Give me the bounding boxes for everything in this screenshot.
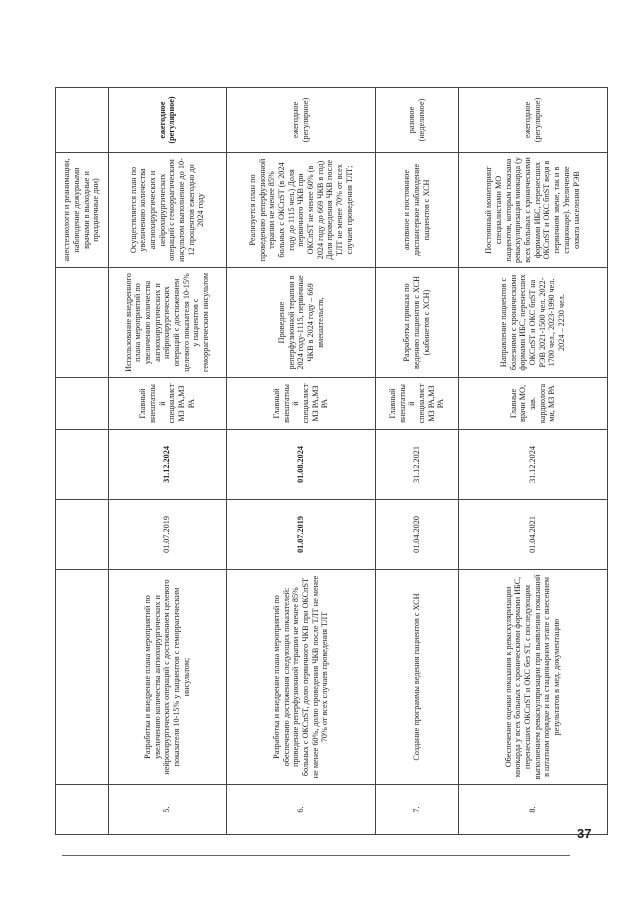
cell-empty: [56, 378, 109, 430]
cell-num: 7.: [376, 785, 458, 835]
cell-end: 31.12.2024: [108, 430, 226, 500]
cell-frequency: ежегодное (регулярное): [108, 88, 226, 153]
cell-start: 01.07.2019: [226, 500, 375, 570]
cell-frequency: ежегодное (регулярное): [226, 88, 375, 153]
cell-num: 5.: [108, 785, 226, 835]
cell-responsible: Главный внештатный специалист МЗ РА,МЗ РА: [108, 378, 226, 430]
cell-result: Использование внедренного плана мероприятий по увеличению количества ангиохирургических и нейрохирургических операций с достижением целевого показателя 10-15% у пациентов с геморрагическим инсультом: [108, 268, 226, 378]
cell-responsible: Главные врачи МО, зав. кардиологами, МЗ РА: [458, 378, 607, 430]
table-row: [226, 88, 375, 835]
plan-table: [55, 87, 608, 835]
cell-end: 31.12.2024: [458, 430, 607, 500]
cell-status: Осуществляется план по увеличению количества ангиохирургических и нейрохирургических операций с геморрагическим инсультом выполнение до 10-12 процентов ежегодно до 2024 году: [108, 153, 226, 268]
cell-task: Разработка и внедрение плана мероприятий по обеспечению достижения следующих показателей: проведение реперфузионной терапии не менее 85% больных с ОКСпST, долю первичного ЧКВ при ОКСпST не менее 60%, долю проведения ЧКВ после ТЛТ не менее 70% от всех случаев проведения ТЛТ: [226, 570, 375, 785]
cell-responsible: Главный внештатный специалист МЗ РА,МЗ РА: [226, 378, 375, 430]
cell-frequency: ежегодное (регулярное): [458, 88, 607, 153]
cell-frequency: разовое (неделимое): [376, 88, 458, 153]
cell-start: 01.04.2020: [376, 500, 458, 570]
cell-empty: [56, 88, 109, 153]
cell-end: 01.08.2024: [226, 430, 375, 500]
cell-status: Постоянный мониторинг специалистами МО пациентов, которым показана реваскуляризация миокарда (у всех больных с хроническими формами ИБС, перенесших ОКСпST и ОКС бпST ведя в первичном звене, так и в стационаре). Увеличение охвата населения РЭВ: [458, 153, 607, 268]
cell-num: 8.: [458, 785, 607, 835]
cell-status: активное и постоянное диспансерное наблюдение пациентов с ХСН: [376, 153, 458, 268]
cell-empty: [56, 430, 109, 500]
page-number: 37: [577, 826, 592, 841]
cell-start: 01.07.2019: [108, 500, 226, 570]
cell-empty: [56, 268, 109, 378]
cell-result: Направление пациентов с болезнями с хроническими формами ИБС, перенесших ОКСпST и ОКС бпST на РЭВ 2021-1500 чел. 2022-1700 чел., 2023-1990 чел. 2024 – 2230 чел.: [458, 268, 607, 378]
rotated-table-container: [55, 88, 608, 835]
cell-end: 31.12.2021: [376, 430, 458, 500]
cell-empty: [56, 570, 109, 785]
table-row: [376, 88, 458, 835]
cell-status: Реализуется план по проведению реперфузионной терапии не менее 85% больных с ОКСпST (в 2024 году до 1115 чел.) Доля первичного ЧКВ при ОКСпST не менее 60% (в 2024 году до 669 ЧКВ в год) Доля проведения ЧКВ после ТЛТ не менее 70% от всех случаев проведения ТЛТ;: [226, 153, 375, 268]
cell-responsible: Главный внештатный специалист МЗ РА,МЗ РА: [376, 378, 458, 430]
cell-task: Обеспечение оценки показания к реваскуляризации миокарда у всех больных с хроническими формами ИБС, перенесших ОКСпST и ОКС без ST, с последующим выполнением реваскуляризации при выявлении показаний в штатном порядке и на стационарном этапе с внесением результатов в мед. документацию: [458, 570, 607, 785]
cell-task: Создание программы ведения пациентов с ХСН: [376, 570, 458, 785]
table-row-top: [56, 88, 109, 835]
cell-empty: [56, 500, 109, 570]
cell-task: Разработка и внедрение плана мероприятий по увеличению количества ангиохирургических и нейрохирургических операций с достижением целевого показателя 10-15% у пациентов с геморрагическим инсультом;: [108, 570, 226, 785]
cell-empty: [56, 785, 109, 835]
cell-start: 01.04.2021: [458, 500, 607, 570]
table-row: [458, 88, 607, 835]
cell-result: Проведение реперфузионной терапии в 2024 году-1115, первичные ЧКВ в 2024 году – 669 вмешательств,: [226, 268, 375, 378]
cell-note: анестезиологи и реанимации, наблюдение дежурными врачами в выходные и праздничные дни): [56, 153, 109, 268]
table-row: [108, 88, 226, 835]
footer-rule: [62, 855, 570, 856]
cell-result: Разработка приказа по ведению пациентов с ХСН (кабинетов с ХСН): [376, 268, 458, 378]
cell-num: 6.: [226, 785, 375, 835]
